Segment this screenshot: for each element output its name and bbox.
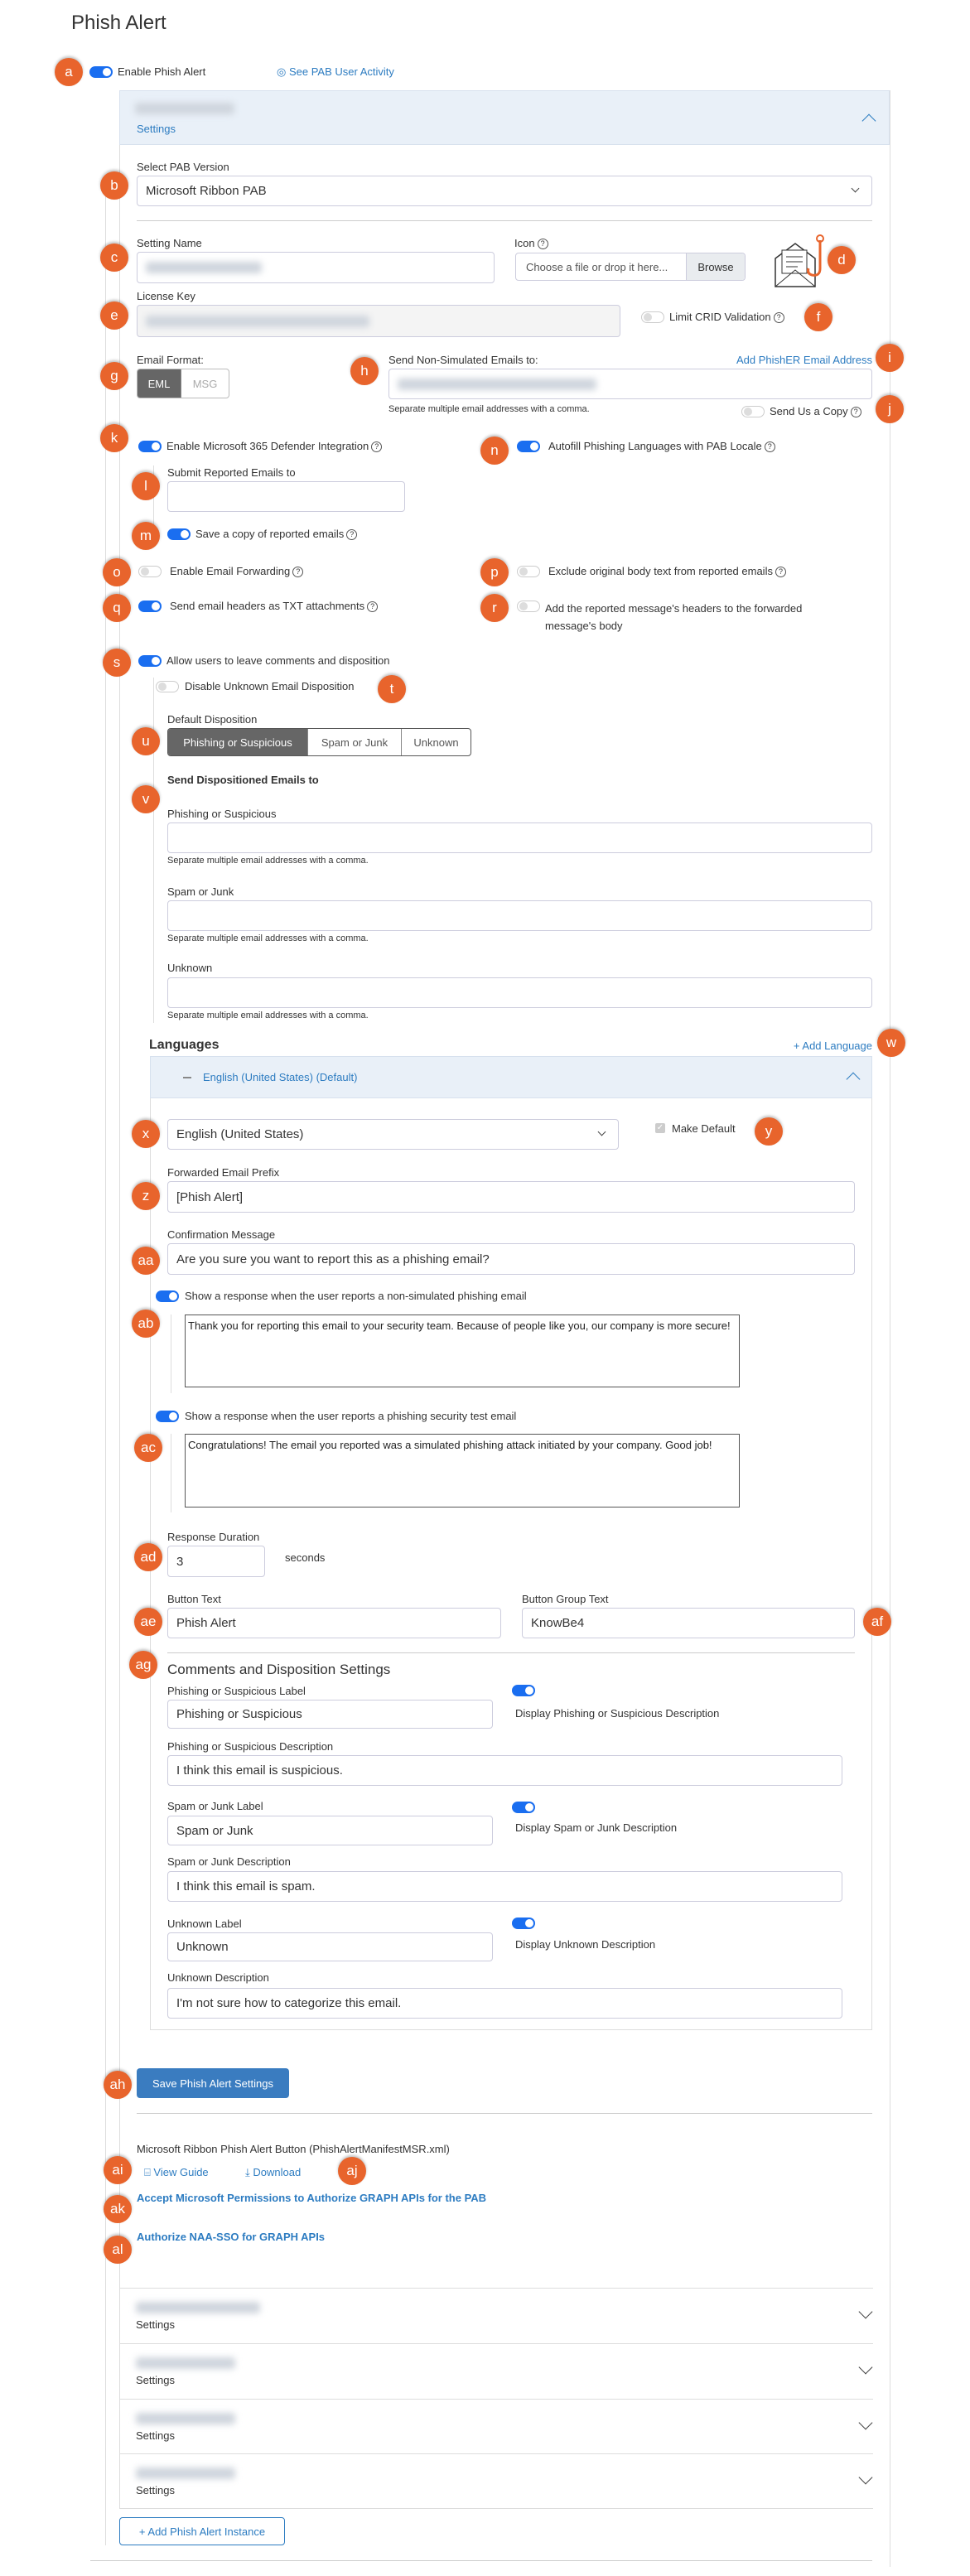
default-disposition-label: Default Disposition — [167, 713, 258, 726]
group-text-label: Button Group Text — [522, 1593, 609, 1605]
chevron-down-icon — [859, 2471, 873, 2485]
download-icon: ⤓ — [245, 2166, 253, 2178]
annotation-badge: v — [132, 785, 160, 813]
annotation-badge: ad — [134, 1543, 162, 1571]
annotation-badge: ag — [129, 1651, 157, 1679]
display-description-toggle[interactable] — [512, 1918, 535, 1929]
prefix-label: Forwarded Email Prefix — [167, 1166, 280, 1179]
limit-crid-label: Limit CRID Validation ? — [669, 311, 784, 323]
annotation-badge: ae — [134, 1608, 162, 1636]
annotation-badge: q — [103, 594, 131, 622]
annotation-badge: w — [877, 1029, 905, 1057]
annotation-badge: y — [755, 1117, 783, 1146]
help-icon[interactable]: ? — [371, 441, 382, 452]
annotation-badge: c — [100, 244, 128, 272]
display-description-toggle[interactable] — [512, 1685, 535, 1696]
non-simulated-label: Send Non-Simulated Emails to: — [388, 354, 538, 366]
send-us-copy-label: Send Us a Copy ? — [770, 405, 861, 417]
annotation-badge: ak — [104, 2195, 132, 2223]
description-label: Spam or Junk Description — [167, 1855, 291, 1868]
allow-comments-toggle[interactable] — [138, 655, 162, 667]
send-us-copy-toggle[interactable] — [741, 406, 765, 417]
pab-version-label: Select PAB Version — [137, 161, 229, 173]
instance-row[interactable]: Settings — [119, 2453, 873, 2509]
exclude-body-toggle[interactable] — [517, 566, 540, 577]
description-label: Phishing or Suspicious Description — [167, 1740, 334, 1753]
help-icon[interactable]: ? — [765, 441, 775, 452]
duration-input[interactable]: 3 — [167, 1546, 265, 1577]
non-simulated-input[interactable] — [388, 369, 872, 399]
help-icon[interactable]: ? — [774, 312, 784, 323]
manifest-title: Microsoft Ribbon Phish Alert Button (PhishAlertManifestMSR.xml) — [137, 2143, 450, 2155]
comment-label-input[interactable]: Unknown — [167, 1932, 493, 1961]
description-input[interactable]: I think this email is suspicious. — [167, 1755, 842, 1786]
instance-row[interactable]: Settings — [119, 2399, 873, 2453]
enable-phish-alert-toggle[interactable] — [89, 66, 113, 78]
divider — [137, 2113, 872, 2114]
email-format-label: Email Format: — [137, 354, 204, 366]
redacted-instance-name — [136, 2413, 235, 2424]
view-guide-link[interactable]: ⌸ View Guide — [144, 2166, 209, 2178]
chevron-down-icon — [598, 1128, 606, 1136]
save-copy-label: Save a copy of reported emails ? — [195, 528, 357, 540]
annotation-badge: ab — [132, 1310, 160, 1338]
chevron-down-icon — [852, 185, 860, 193]
download-link[interactable]: ⤓ Download — [245, 2166, 302, 2178]
duration-unit: seconds — [285, 1551, 326, 1564]
headers-txt-label: Send email headers as TXT attachments ? — [170, 600, 378, 612]
comments-title: Comments and Disposition Settings — [167, 1662, 391, 1677]
annotation-badge: i — [876, 344, 904, 372]
email-forwarding-label: Enable Email Forwarding ? — [170, 565, 303, 577]
annotation-badge: b — [100, 171, 128, 200]
disp-phishing-help: Separate multiple email addresses with a comma. — [167, 856, 369, 866]
non-simulated-help: Separate multiple email addresses with a comma. — [388, 404, 590, 414]
add-language-link[interactable]: + Add Language — [793, 1040, 872, 1052]
help-icon[interactable]: ? — [538, 239, 548, 249]
annotation-badge: t — [378, 675, 406, 703]
redacted-instance-name — [136, 2302, 260, 2313]
defender-label: Enable Microsoft 365 Defender Integration ? — [166, 440, 382, 452]
format-msg[interactable]: MSG — [192, 377, 218, 390]
chevron-down-icon — [859, 2361, 873, 2375]
make-default-label: Make Default — [672, 1122, 736, 1135]
help-icon[interactable]: ? — [367, 601, 378, 612]
description-label: Unknown Description — [167, 1971, 269, 1984]
annotation-badge: x — [132, 1120, 160, 1148]
chevron-down-icon — [859, 2416, 873, 2430]
help-icon[interactable]: ? — [346, 529, 357, 540]
prefix-input[interactable]: [Phish Alert] — [167, 1181, 855, 1213]
browse-button[interactable]: Browse — [686, 253, 745, 280]
disposition-unknown[interactable]: Unknown — [413, 736, 459, 749]
description-input[interactable]: I'm not sure how to categorize this email. — [167, 1988, 842, 2019]
disp-unknown-label: Unknown — [167, 962, 213, 974]
disp-phishing-label: Phishing or Suspicious — [167, 808, 277, 820]
chevron-up-icon[interactable] — [847, 1073, 861, 1087]
annotation-badge: af — [863, 1608, 891, 1636]
save-settings-button[interactable]: Save Phish Alert Settings — [137, 2068, 289, 2098]
make-default-checkbox[interactable]: ✓ — [656, 1123, 664, 1132]
submit-reported-label: Submit Reported Emails to — [167, 466, 296, 479]
license-key-label: License Key — [137, 290, 195, 302]
help-icon[interactable]: ? — [775, 567, 786, 577]
display-description-label: Display Spam or Junk Description — [515, 1821, 678, 1834]
redacted-value — [146, 262, 262, 273]
disposition-spam[interactable]: Spam or Junk — [308, 729, 402, 755]
add-headers-label: Add the reported message's headers to the forwarded message's body — [545, 602, 803, 632]
help-icon[interactable]: ? — [292, 567, 303, 577]
annotation-badge: k — [100, 424, 128, 452]
allow-comments-label: Allow users to leave comments and disposition — [166, 654, 390, 667]
outer-line — [105, 189, 106, 2545]
annotation-badge: r — [480, 594, 509, 622]
setting-name-label: Setting Name — [137, 237, 202, 249]
instance-row[interactable]: Settings — [119, 2288, 873, 2343]
group-text-input[interactable]: KnowBe4 — [522, 1608, 855, 1638]
icon-file-input[interactable]: Choose a file or drop it here... Browse — [515, 253, 746, 281]
send-dispositioned-title: Send Dispositioned Emails to — [167, 774, 319, 786]
autofill-label: Autofill Phishing Languages with PAB Locale ? — [548, 440, 775, 452]
language-panel-title: English (United States) (Default) — [203, 1071, 358, 1083]
language-select[interactable]: English (United States) — [167, 1119, 619, 1150]
annotation-badge: u — [132, 727, 160, 755]
nonsim-response-toggle[interactable] — [156, 1290, 179, 1302]
annotation-badge: al — [104, 2236, 132, 2264]
comment-label-label: Phishing or Suspicious Label — [167, 1685, 306, 1697]
disable-unknown-toggle[interactable] — [156, 681, 179, 692]
annotation-badge: d — [828, 246, 856, 274]
annotation-badge: o — [103, 558, 131, 586]
panel-left-border — [119, 90, 120, 2509]
instance-subtitle: Settings — [137, 123, 176, 135]
add-headers-toggle[interactable] — [517, 601, 540, 612]
pab-version-select[interactable]: Microsoft Ribbon PAB — [137, 176, 872, 206]
comment-label-label: Unknown Label — [167, 1918, 242, 1930]
confirmation-input[interactable]: Are you sure you want to report this as a phishing email? — [167, 1243, 855, 1275]
submit-reported-input[interactable] — [167, 481, 405, 512]
disposition-phishing[interactable]: Phishing or Suspicious — [168, 729, 308, 755]
disp-phishing-input[interactable] — [167, 822, 872, 853]
headers-txt-toggle[interactable] — [138, 601, 162, 612]
description-input[interactable]: I think this email is spam. — [167, 1871, 842, 1902]
eye-icon: ◎ — [277, 65, 289, 78]
annotation-badge: aj — [338, 2157, 366, 2185]
page-title: Phish Alert — [71, 12, 166, 34]
email-format-toggle[interactable] — [137, 369, 229, 398]
redacted-instance-name — [136, 2467, 235, 2479]
comment-label-input[interactable]: Spam or Junk — [167, 1816, 493, 1845]
redacted-instance-name — [135, 103, 234, 114]
button-text-input[interactable]: Phish Alert — [167, 1608, 501, 1638]
limit-crid-toggle[interactable] — [641, 311, 664, 323]
confirmation-label: Confirmation Message — [167, 1228, 276, 1241]
annotation-badge: aa — [132, 1247, 160, 1275]
display-description-label: Display Unknown Description — [515, 1938, 656, 1951]
duration-label: Response Duration — [167, 1531, 260, 1543]
nonsim-response-textarea[interactable]: Thank you for reporting this email to your security team. Because of people like you, our company is more secure! — [185, 1315, 740, 1387]
chevron-down-icon — [859, 2305, 873, 2319]
language-panel-header[interactable] — [150, 1056, 872, 1098]
instance-row[interactable]: Settings — [119, 2343, 873, 2399]
redacted-instance-name — [136, 2357, 235, 2369]
annotation-badge: ai — [104, 2156, 132, 2184]
authorize-naa-link[interactable]: Authorize NAA-SSO for GRAPH APIs — [137, 2231, 326, 2243]
comment-label-input[interactable]: Phishing or Suspicious — [167, 1700, 493, 1729]
test-response-toggle[interactable] — [156, 1411, 179, 1422]
annotation-badge: e — [100, 301, 128, 330]
test-response-textarea[interactable]: Congratulations! The email you reported was a simulated phishing attack initiated by your company. Good job! — [185, 1434, 740, 1507]
annotation-badge: j — [876, 395, 904, 423]
email-forwarding-toggle[interactable] — [138, 566, 162, 577]
phish-alert-icon-image — [774, 234, 828, 288]
annotation-badge: ah — [104, 2071, 132, 2099]
setting-name-input[interactable] — [137, 252, 495, 283]
icon-label: Icon ? — [514, 237, 548, 249]
book-icon: ⌸ — [144, 2166, 154, 2178]
format-eml[interactable]: EML — [138, 369, 181, 398]
accept-permissions-link[interactable]: Accept Microsoft Permissions to Authorize GRAPH APIs for the PAB — [137, 2192, 487, 2204]
display-description-label: Display Phishing or Suspicious Description — [515, 1707, 720, 1720]
disable-unknown-label: Disable Unknown Email Disposition — [185, 680, 355, 692]
disp-spam-input[interactable] — [167, 900, 872, 931]
annotation-badge: g — [100, 362, 128, 390]
redacted-value — [398, 379, 596, 390]
defender-toggle[interactable] — [138, 441, 162, 452]
annotation-badge: n — [480, 437, 509, 465]
annotation-badge: l — [132, 472, 160, 500]
redacted-value — [146, 316, 369, 327]
comment-label-label: Spam or Junk Label — [167, 1800, 263, 1812]
languages-title: Languages — [149, 1038, 220, 1052]
disp-spam-help: Separate multiple email addresses with a comma. — [167, 933, 369, 943]
disp-spam-label: Spam or Junk — [167, 885, 234, 898]
annotation-badge: p — [480, 558, 509, 586]
instance-header[interactable] — [119, 90, 890, 145]
help-icon[interactable]: ? — [851, 407, 861, 417]
autofill-toggle[interactable] — [517, 441, 540, 452]
enable-phish-alert-label: Enable Phish Alert — [118, 65, 206, 78]
annotation-badge: a — [55, 58, 83, 86]
see-pab-activity-link[interactable]: ◎ See PAB User Activity — [277, 65, 394, 78]
display-description-toggle[interactable] — [512, 1802, 535, 1813]
save-copy-toggle[interactable] — [167, 528, 191, 540]
annotation-badge: f — [804, 303, 832, 331]
divider — [167, 1652, 855, 1653]
test-response-label: Show a response when the user reports a phishing security test email — [185, 1410, 517, 1422]
button-text-label: Button Text — [167, 1593, 221, 1605]
annotation-badge: z — [132, 1182, 160, 1210]
collapse-icon — [183, 1077, 191, 1078]
disp-unknown-input[interactable] — [167, 977, 872, 1008]
nonsim-response-label: Show a response when the user reports a non-simulated phishing email — [185, 1290, 527, 1302]
license-key-input — [137, 305, 620, 337]
divider — [137, 220, 872, 221]
disp-unknown-help: Separate multiple email addresses with a comma. — [167, 1011, 369, 1020]
annotation-badge: h — [350, 357, 379, 385]
exclude-body-label: Exclude original body text from reported emails ? — [548, 565, 786, 577]
chevron-up-icon[interactable] — [862, 114, 876, 128]
add-phisher-email-link[interactable]: Add PhishER Email Address — [736, 354, 872, 366]
annotation-badge: ac — [134, 1434, 162, 1462]
annotation-badge: s — [103, 649, 131, 677]
add-instance-button[interactable]: + Add Phish Alert Instance — [119, 2517, 285, 2545]
bottom-divider — [90, 2560, 872, 2561]
annotation-badge: m — [132, 522, 160, 550]
default-disposition-toggle[interactable] — [167, 728, 471, 756]
